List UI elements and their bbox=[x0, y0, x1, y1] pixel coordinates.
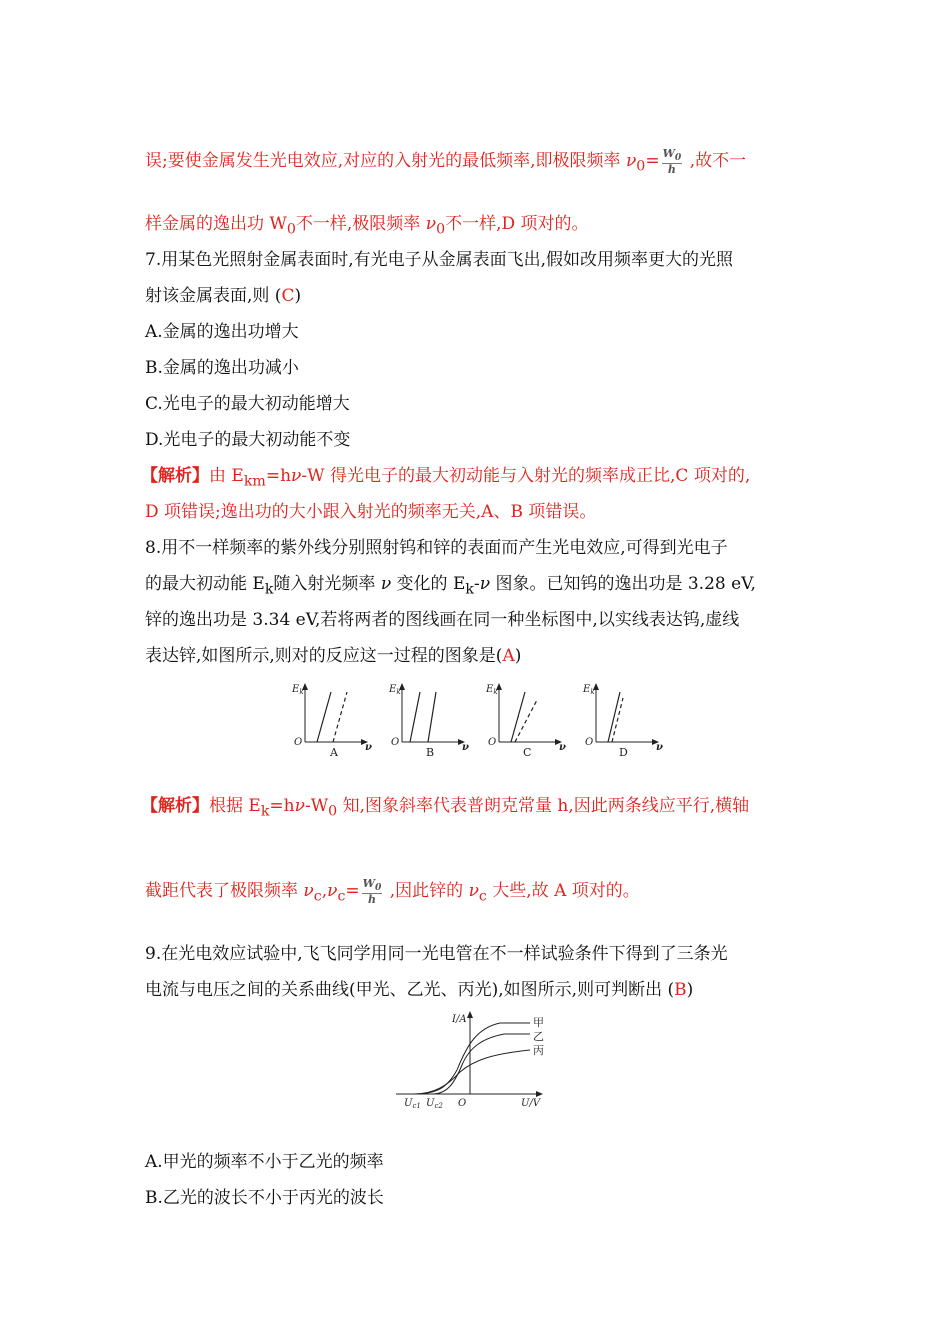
fraction-w0-over-h bbox=[362, 878, 383, 905]
y-label: I/A bbox=[452, 1014, 467, 1025]
q8-stem-4 bbox=[145, 644, 521, 668]
q7-explanation-1 bbox=[141, 464, 750, 493]
explanation-tag: 【解析】 bbox=[141, 466, 209, 486]
nu-symbol: ν bbox=[468, 881, 479, 902]
origin-label: O bbox=[294, 737, 303, 748]
q7-answer: C bbox=[281, 286, 295, 306]
text: , bbox=[321, 881, 328, 902]
solid-line bbox=[317, 692, 331, 742]
q8-graph-options bbox=[285, 680, 675, 760]
curve-label-jia: 甲 bbox=[533, 1016, 544, 1029]
text: ,故不一 bbox=[684, 151, 747, 172]
text: -W bbox=[304, 796, 329, 816]
graph-label-d: D bbox=[619, 746, 628, 759]
origin-label: O bbox=[585, 737, 594, 748]
origin-label: O bbox=[391, 737, 400, 748]
text: 知,图象斜率代表普朗克常量 h,因此两条线应平行,横轴 bbox=[337, 796, 750, 816]
q8-explanation-2 bbox=[145, 878, 640, 908]
curve-bing bbox=[414, 1050, 530, 1094]
y-label: $E_k$ bbox=[389, 684, 401, 696]
solid-line bbox=[511, 692, 525, 742]
text: ,因此锌的 bbox=[384, 881, 469, 902]
denominator: h bbox=[367, 893, 376, 907]
subscript: c bbox=[478, 888, 487, 905]
text: =h bbox=[265, 466, 292, 486]
text: -W 得光电子的最大初动能与入射光的频率成正比,C 项对的, bbox=[301, 466, 751, 486]
y-label: $E_k$ bbox=[292, 684, 304, 696]
q7-option-c: C.光电子的最大初动能增大 bbox=[145, 394, 350, 414]
y-arrow bbox=[467, 1011, 473, 1018]
origin-label: O bbox=[488, 737, 497, 748]
x-label: ν bbox=[365, 742, 372, 753]
subscript: 0 bbox=[436, 221, 446, 238]
text: 表达锌,如图所示,则对的反应这一过程的图象是( bbox=[145, 646, 503, 666]
q8-stem-3: 锌的逸出功是 3.34 eV,若将两者的图线画在同一种坐标图中,以实线表达钨,虚线 bbox=[145, 610, 740, 630]
q7-option-a: A.金属的逸出功增大 bbox=[145, 322, 299, 342]
x-label: ν bbox=[462, 742, 469, 753]
q7-option-b: B.金属的逸出功减小 bbox=[145, 358, 299, 378]
text: ) bbox=[686, 980, 694, 1000]
x-label: ν bbox=[656, 742, 663, 753]
q9-stem-1: 9.在光电效应试验中,飞飞同学用同一光电管在不一样试验条件下得到了三条光 bbox=[145, 944, 728, 964]
text: 截距代表了极限频率 bbox=[145, 881, 304, 902]
text: 不一样,D 项对的。 bbox=[445, 214, 589, 234]
text: 大些,故 A 项对的。 bbox=[486, 881, 640, 902]
text: = bbox=[345, 881, 360, 902]
text: 射该金属表面,则 ( bbox=[145, 286, 282, 306]
nu-symbol: ν bbox=[291, 466, 302, 486]
graph-b bbox=[399, 683, 465, 745]
text: 随入射光频率 bbox=[273, 574, 381, 594]
text: = bbox=[645, 151, 660, 172]
y-label: $E_k$ bbox=[583, 684, 595, 696]
text: ) bbox=[514, 646, 522, 666]
curve-label-yi: 乙 bbox=[533, 1030, 544, 1043]
nu-symbol: ν bbox=[327, 881, 338, 902]
numerator-sub: 0 bbox=[674, 152, 682, 164]
subscript: km bbox=[243, 473, 266, 490]
subscript: c bbox=[313, 888, 322, 905]
q7-option-d: D.光电子的最大初动能不变 bbox=[145, 430, 351, 450]
text: 根据 E bbox=[209, 796, 261, 816]
text: 样金属的逸出功 W bbox=[145, 214, 287, 234]
numerator-sub: 0 bbox=[374, 882, 382, 894]
text: 误;要使金属发生光电效应,对应的入射光的最低频率,即极限频率 bbox=[145, 151, 626, 172]
solid-line bbox=[410, 692, 420, 742]
graph-label-a: A bbox=[330, 746, 338, 759]
q7-explanation-2: D 项错误;逸出功的大小跟入射光的频率无关,A、B 项错误。 bbox=[145, 502, 597, 522]
explanation-line-2 bbox=[145, 212, 589, 241]
graph-label-b: B bbox=[426, 746, 435, 759]
nu-symbol: ν bbox=[425, 214, 437, 234]
subscript: k bbox=[264, 581, 274, 598]
x-label: ν bbox=[559, 742, 566, 753]
nu-symbol: ν bbox=[479, 574, 491, 594]
dashed-line bbox=[333, 692, 347, 742]
graph-d bbox=[593, 683, 659, 745]
text: 电流与电压之间的关系曲线(甲光、乙光、丙光),如图所示,则可判断出 ( bbox=[145, 980, 675, 1000]
x-arrow bbox=[536, 1091, 543, 1097]
text: ) bbox=[294, 286, 302, 306]
origin-label: O bbox=[458, 1098, 467, 1109]
subscript: c bbox=[337, 888, 346, 905]
q8-stem-2 bbox=[145, 572, 756, 601]
subscript: k bbox=[260, 803, 270, 820]
explanation-tag: 【解析】 bbox=[141, 796, 209, 816]
curve-label-bing: 丙 bbox=[533, 1044, 544, 1057]
y-label: $E_k$ bbox=[486, 684, 498, 696]
q7-stem-2 bbox=[145, 284, 301, 308]
q9-option-b: B.乙光的波长不小于丙光的波长 bbox=[145, 1188, 384, 1208]
graph-label-c: C bbox=[523, 746, 532, 759]
numerator: W bbox=[362, 877, 375, 890]
nu-symbol: ν bbox=[303, 881, 314, 902]
subscript: k bbox=[465, 581, 474, 598]
subscript: 0 bbox=[286, 221, 296, 238]
solid-line-2 bbox=[428, 692, 436, 742]
fraction-w0-over-h bbox=[662, 148, 683, 175]
x-label: U/V bbox=[521, 1098, 541, 1109]
nu-symbol: ν bbox=[380, 574, 392, 594]
graph-c bbox=[496, 683, 562, 745]
nu-symbol: ν bbox=[294, 796, 305, 816]
text: 的最大初动能 E bbox=[145, 574, 265, 594]
nu-symbol: ν bbox=[625, 151, 637, 172]
subscript: 0 bbox=[636, 158, 646, 175]
text: 图象。已知钨的逸出功是 3.28 eV, bbox=[490, 574, 756, 594]
q9-iv-graph bbox=[392, 1010, 562, 1110]
uc2-label: $U_{c2}$ bbox=[426, 1098, 443, 1110]
text: - bbox=[473, 574, 480, 594]
q9-option-a: A.甲光的频率不小于乙光的频率 bbox=[145, 1152, 384, 1172]
q9-stem-2 bbox=[145, 978, 693, 1002]
numerator: W bbox=[662, 147, 675, 160]
q8-explanation-1 bbox=[141, 794, 749, 823]
text: =h bbox=[269, 796, 295, 816]
curve-yi bbox=[432, 1034, 530, 1094]
q9-answer: B bbox=[674, 980, 687, 1000]
text: 由 E bbox=[209, 466, 244, 486]
q8-answer: A bbox=[502, 646, 515, 666]
q8-stem-1: 8.用不一样频率的紫外线分别照射钨和锌的表面而产生光电效应,可得到光电子 bbox=[145, 538, 728, 558]
subscript: 0 bbox=[328, 803, 338, 820]
text: 变化的 E bbox=[391, 574, 466, 594]
graph-a bbox=[302, 683, 368, 745]
explanation-line-1 bbox=[145, 148, 746, 178]
denominator: h bbox=[667, 163, 676, 177]
text: 不一样,极限频率 bbox=[295, 214, 426, 234]
q7-stem-1: 7.用某色光照射金属表面时,有光电子从金属表面飞出,假如改用频率更大的光照 bbox=[145, 250, 734, 270]
uc1-label: $U_{c1}$ bbox=[404, 1098, 421, 1110]
dashed-line bbox=[515, 700, 537, 742]
